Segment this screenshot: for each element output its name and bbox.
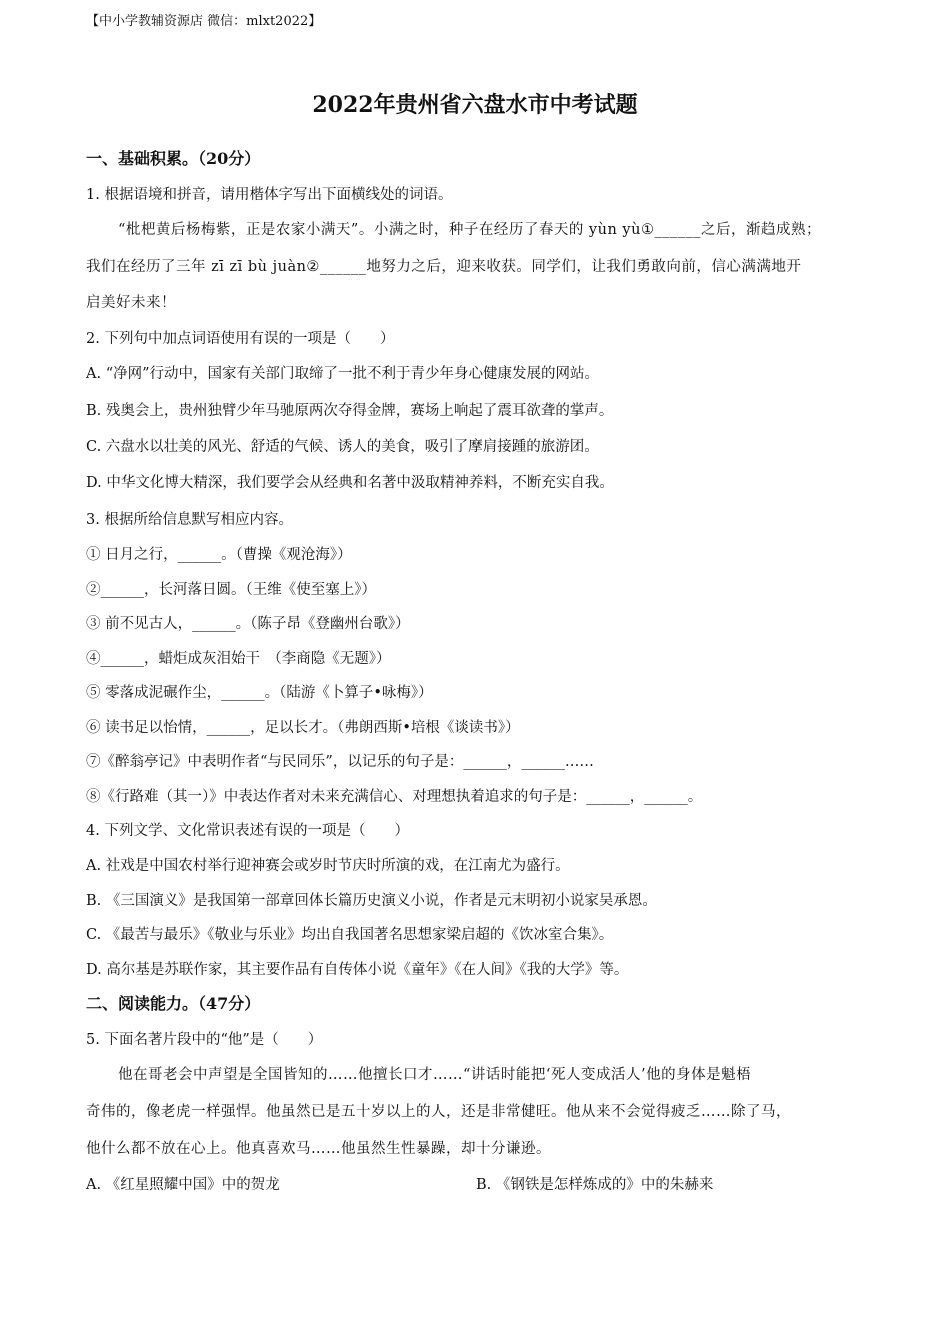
q3-item: ④______，蜡炬成灰泪始干 （李商隐《无题》） [86, 651, 391, 667]
q2-option-a: A. “净网”行动中，国家有关部门取缔了一批不利于青少年身心健康发展的网站。 [86, 366, 600, 382]
q2-option-c: C. 六盘水以壮美的风光、舒适的气候、诱人的美食，吸引了摩肩接踵的旅游团。 [86, 439, 599, 455]
q4-option-d: D. 高尔基是苏联作家，其主要作品有自传体小说《童年》《在人间》《我的大学》等。 [86, 962, 629, 978]
q3-item: ① 日月之行，______。（曹操《观沧海》） [86, 547, 352, 563]
q4-option-a: A. 社戏是中国农村举行迎神赛会或岁时节庆时所演的戏，在江南尤为盛行。 [86, 858, 570, 874]
q3-item: ⑧《行路难（其一）》中表达作者对未来充满信心、对理想执着追求的句子是：______，______。 [86, 789, 703, 805]
q3-item: ③ 前不见古人，______。（陈子昂《登幽州台歌》） [86, 616, 410, 632]
q1-stem: 1. 根据语境和拼音，请用楷体字写出下面横线处的词语。 [86, 187, 453, 203]
page-title: 2022年贵州省六盘水市中考试题 [312, 92, 638, 118]
q5-stem: 5. 下面名著片段中的“他”是（ ） [86, 1032, 323, 1048]
header-note: 【中小学教辅资源店 微信：mlxt2022】 [86, 14, 322, 29]
q4-stem: 4. 下列文学、文化常识表述有误的一项是（ ） [86, 823, 409, 839]
q2-stem: 2. 下列句中加点词语使用有误的一项是（ ） [86, 331, 395, 347]
q2-option-b: B. 残奥会上，贵州独臂少年马驰原两次夺得金牌，赛场上响起了震耳欲聋的掌声。 [86, 403, 614, 419]
q3-stem: 3. 根据所给信息默写相应内容。 [86, 512, 293, 528]
q2-option-d: D. 中华文化博大精深，我们要学会从经典和名著中汲取精神养料，不断充实自我。 [86, 475, 614, 491]
q4-option-b: B. 《三国演义》是我国第一部章回体长篇历史演义小说，作者是元末明初小说家吴承恩。 [86, 893, 657, 909]
q5-passage-line2: 奇伟的，像老虎一样强悍。他虽然已是五十岁以上的人，还是非常健旺。他从来不会觉得疲乏……除了马， [86, 1104, 791, 1120]
q3-item: ⑥ 读书足以怡情，______，足以长才。（弗朗西斯•培根《谈读书》） [86, 720, 520, 736]
q4-option-c: C. 《最苦与最乐》《敬业与乐业》均出自我国著名思想家梁启超的《饮冰室合集》。 [86, 927, 614, 943]
q3-item: ⑦《醉翁亭记》中表明作者“与民同乐”，以记乐的句子是：______，______…… [86, 754, 594, 770]
q1-passage-line2: 我们在经历了三年 zī zī bù juàn②______地努力之后，迎来收获。同学们，让我们勇敢向前，信心满满地开 [86, 259, 802, 275]
q5-option-b: B. 《钢铁是怎样炼成的》中的朱赫来 [476, 1177, 714, 1193]
q1-passage-line3: 启美好未来！ [86, 295, 176, 311]
section-1-heading: 一、基础积累。（20分） [86, 149, 261, 168]
q5-passage-line3: 他什么都不放在心上。他真喜欢马……他虽然生性暴躁，却十分谦逊。 [86, 1141, 551, 1157]
q5-option-a: A. 《红星照耀中国》中的贺龙 [86, 1177, 280, 1193]
q3-item: ⑤ 零落成泥碾作尘，______。（陆游《卜算子•咏梅》） [86, 685, 433, 701]
q1-passage-line1: “枇杷黄后杨梅紫，正是农家小满天”。小满之时，种子在经历了春天的 yùn yù①______之后，渐趋成熟； [118, 222, 821, 238]
q5-passage-line1: 他在哥老会中声望是全国皆知的……他擅长口才……“讲话时能把‘死人变成活人’他的身体是魁梧 [118, 1067, 752, 1083]
q3-item: ②______，长河落日圆。（王维《使至塞上》） [86, 582, 376, 598]
section-2-heading: 二、阅读能力。（47分） [86, 994, 261, 1013]
